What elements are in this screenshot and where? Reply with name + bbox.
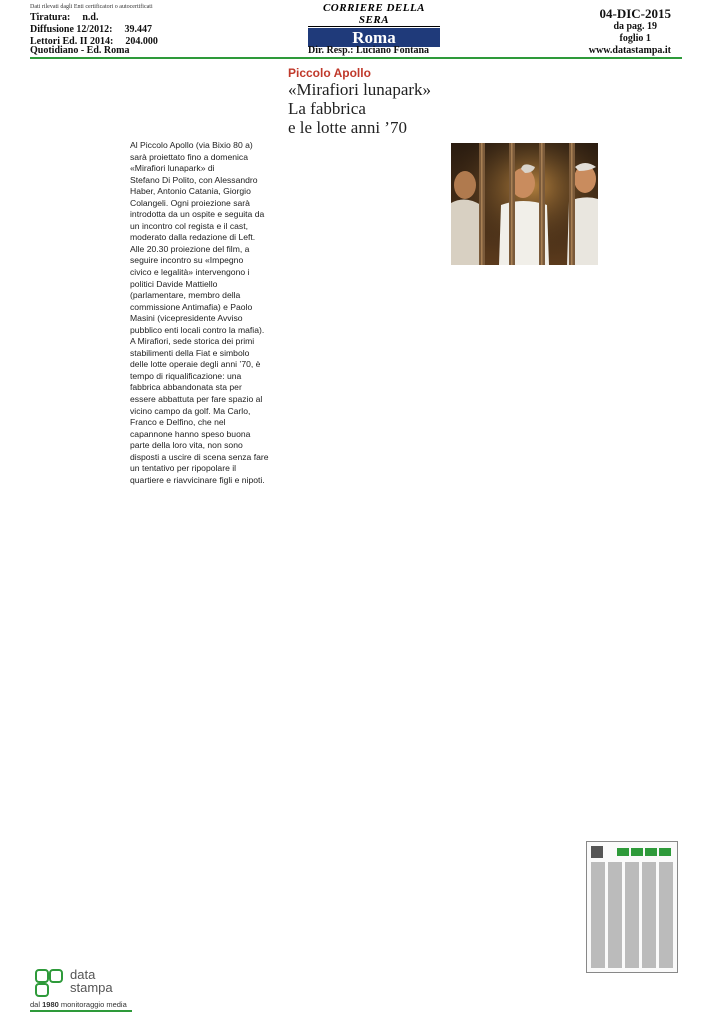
director: Dir. Resp.: Luciano Fontana: [308, 45, 430, 56]
body-line: introdotta da un ospite e seguita da: [130, 209, 265, 220]
body-line: moderato dalla redazione di Left.: [130, 232, 256, 243]
masthead-edition: Roma: [308, 28, 440, 47]
body-line: delle lotte operaie degli anni ’70, è: [130, 359, 261, 370]
logo-tagline: dal 1980 monitoraggio media: [30, 1000, 127, 1009]
body-line: fabbrica abbandonata sta per: [130, 382, 242, 393]
sheet-number: foglio 1: [619, 33, 651, 44]
stat-row: Lettori Ed. II 2014: 204.000: [30, 36, 158, 47]
body-line: seguire incontro su «Impegno: [130, 255, 244, 266]
newspaper-masthead: [308, 2, 440, 47]
body-line: un incontro col regista e il cast,: [130, 220, 248, 231]
website-link[interactable]: www.datastampa.it: [588, 45, 671, 56]
title-line: La fabbrica: [288, 99, 366, 118]
body-line: Masini (vicepresidente Avviso: [130, 313, 243, 324]
body-line: essere abbattuta per fare spazio al: [130, 394, 263, 405]
logo-wordmark: data stampa: [70, 967, 113, 995]
body-line: pubblico enti locali contro la mafia).: [130, 324, 265, 335]
article-kicker: Piccolo Apollo: [288, 66, 371, 80]
body-line: quartiere e riavvicinare figli e nipoti.: [130, 474, 265, 485]
header-bottom-row: [30, 45, 671, 57]
header-divider: [30, 57, 682, 59]
stat-row: Diffusione 12/2012: 39.447: [30, 24, 152, 35]
logo-underline: [30, 1010, 132, 1012]
body-line: stabilimenti della Fiat e simbolo: [130, 347, 250, 358]
certification-note: Dati rilevati dagli Enti certificatori o autocertificati: [30, 4, 153, 10]
body-line: parte della loro vita, non sono: [130, 440, 243, 451]
body-line: commissione Antimafia) e Paolo: [130, 301, 253, 312]
circulation-stats: [30, 12, 158, 48]
from-page: da pag. 19: [613, 21, 658, 32]
masthead-name: CORRIERE DELLA SERA: [308, 2, 440, 27]
body-line: Stefano Di Polito, con Alessandro: [130, 174, 258, 185]
body-line: Al Piccolo Apollo (via Bixio 80 a): [130, 140, 253, 150]
body-line: disposti a uscire di scena senza fare: [130, 451, 269, 462]
datastampa-logo-icon: [34, 968, 66, 1000]
issue-info: [600, 6, 672, 45]
issue-date: 04-DIC-2015: [599, 6, 671, 21]
film-still-image: [451, 143, 598, 265]
article-body: [130, 140, 278, 486]
body-line: vicino campo da golf. Ma Carlo,: [130, 405, 251, 416]
page-thumbnail-image: [587, 842, 677, 972]
body-line: Alle 20.30 proiezione del film, a: [130, 243, 250, 254]
body-line: Franco e Delfino, che nel: [130, 417, 226, 428]
body-line: sarà proiettato fino a domenica: [130, 151, 248, 162]
body-line: «Mirafiori lunapark» di: [130, 163, 215, 174]
body-line: tempo di riqualificazione: una: [130, 370, 242, 381]
body-line: Haber, Antonio Catania, Giorgio: [130, 186, 251, 197]
body-line: politici Davide Mattiello: [130, 278, 218, 289]
page-thumbnail: [586, 841, 678, 973]
stat-row: Tiratura: n.d.: [30, 12, 99, 23]
article-photo: [451, 143, 598, 265]
body-line: A Mirafiori, sede storica dei primi: [130, 336, 255, 347]
body-line: (parlamentare, membro della: [130, 290, 241, 301]
article-title: [288, 80, 488, 137]
body-line: civico e legalità» intervengono i: [130, 267, 250, 278]
body-line: capannone hanno speso buona: [130, 428, 251, 439]
title-line: e le lotte anni ’70: [288, 118, 407, 137]
title-line: «Mirafiori lunapark»: [288, 80, 432, 99]
body-line: un tentativo per ripopolare il: [130, 463, 237, 474]
body-line: Colangeli. Ogni proiezione sarà: [130, 197, 250, 208]
publication-type: Quotidiano - Ed. Roma: [30, 45, 130, 56]
